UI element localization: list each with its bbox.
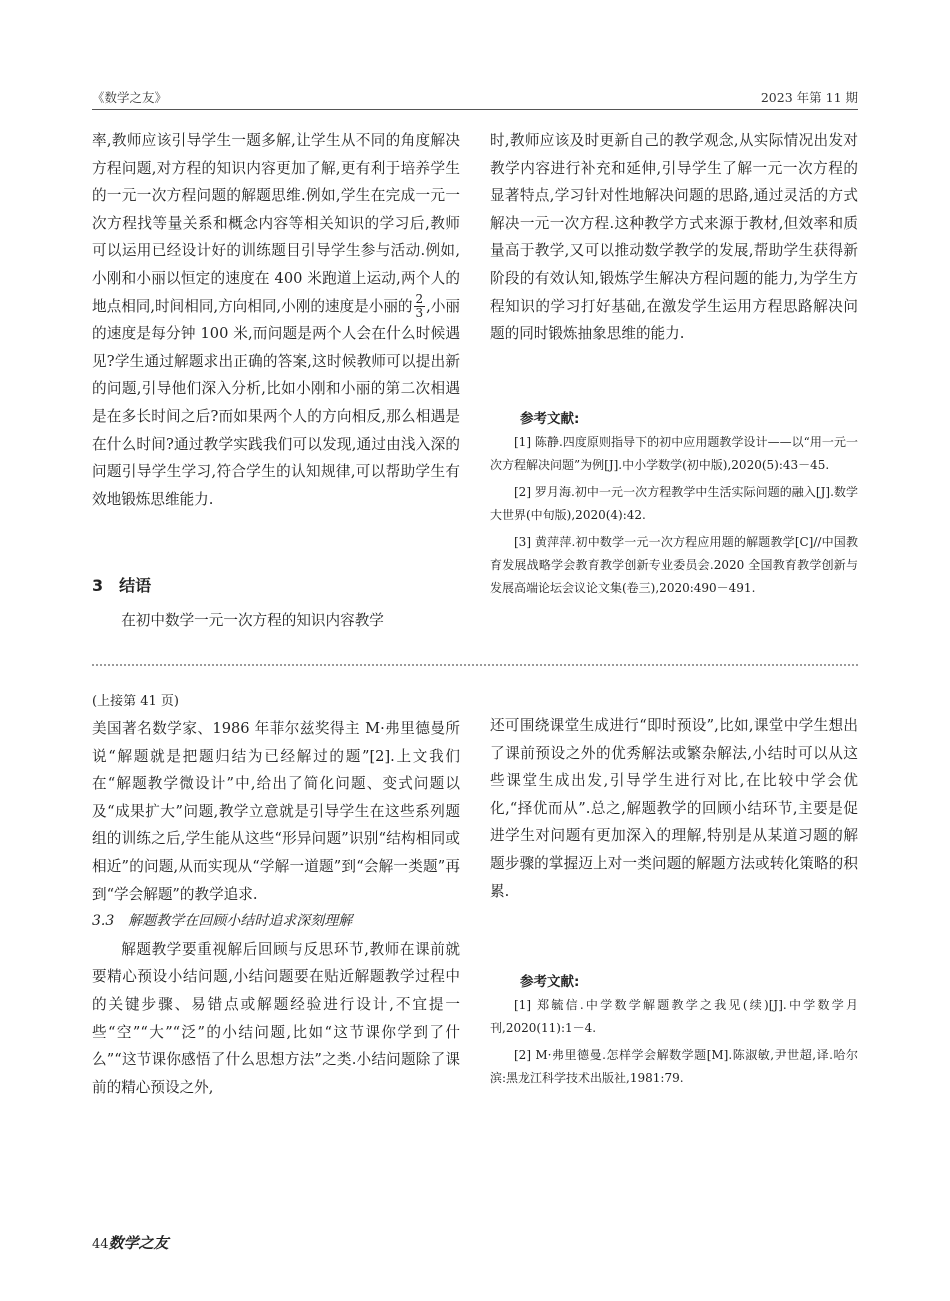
- fraction-denominator: 3: [415, 306, 424, 321]
- fraction-numerator: 2: [415, 292, 424, 307]
- subsection-title: 3.3 解题教学在回顾小结时追求深刻理解: [92, 913, 353, 930]
- bottom-references: [490, 970, 858, 1094]
- body-paragraph: 在初中数学一元一次方程的知识内容教学: [121, 612, 384, 629]
- journal-name: 《数学之友》: [92, 90, 168, 105]
- body-paragraph: [92, 127, 460, 513]
- issue-label: 2023 年第 11 期: [760, 90, 858, 105]
- reference-item: [2] M·弗里德曼.怎样学会解数学题[M].陈淑敏,尹世超,译.哈尔滨:黑龙江科学技术出版社,1981:79.: [490, 1048, 858, 1085]
- header-rule: [92, 109, 858, 110]
- body-paragraph: 美国著名数学家、1986 年菲尔兹奖得主 M·弗里德曼所说“解题就是把题归结为已经解过的题”[2].上文我们在“解题教学微设计”中,给出了简化问题、变式问题以及“成果扩大”问题,教学立意就是引导学生在这些系列题组的训练之后,学生能从这些“形异问题”识别“结构相同或相近”的问题,从而实现从“学解一道题”到“会解一类题”再到“学会解题”的教学追求.: [92, 720, 460, 903]
- body-paragraph: 时,教师应该及时更新自己的教学观念,从实际情况出发对教学内容进行补充和延伸,引导学生了解一元一次方程的显著特点,学习针对性地解决问题的思路,通过灵活的方式解决一元一次方程.这种教学方式来源于教材,但效率和质量高于教学,又可以推动数学教学的发展,帮助学生获得新阶段的有效认知,锻炼学生解决方程问题的能力,为学生方程知识的学习打好基础,在激发学生运用方程思路解决问题的同时锻炼抽象思维的能力.: [490, 132, 858, 343]
- page-footer: [92, 1232, 169, 1253]
- paragraph-text: 率,教师应该引导学生一题多解,让学生从不同的角度解决方程问题,对方程的知识内容更加了解,更有利于培养学生的一元一次方程问题的解题思维.例如,学生在完成一元一次方程找等量关系和概念内容等相关知识的学习后,教师可以运用已经设计好的训练题目引导学生参与活动.例如,小刚和小丽以恒定的速度在 400 米跑道上运动,两个人的地点相同,时间相同,方向相同,小刚的速度是小丽的: [92, 132, 460, 315]
- top-left-column: [92, 127, 460, 513]
- fraction: [414, 293, 426, 320]
- reference-item: [1] 陈静.四度原则指导下的初中应用题教学设计——以“用一元一次方程解决问题”为例[J].中小学数学(初中版),2020(5):43－45.: [490, 435, 858, 472]
- reference-item: [3] 黄萍萍.初中数学一元一次方程应用题的解题教学[C]//中国教育发展战略学会教育教学创新专业委员会.2020 全国教育教学创新与发展高端论坛会议论文集(卷三),2020:490－491.: [490, 535, 858, 595]
- continued-note: (上接第 41 页): [92, 694, 179, 709]
- section-title: 3 结语: [92, 576, 152, 595]
- top-references: [490, 407, 858, 604]
- page-number: 44: [92, 1237, 109, 1252]
- references-title: 参考文献:: [520, 411, 580, 427]
- paragraph-text: ,小丽的速度是每分钟 100 米,而问题是两个人会在什么时候遇见?学生通过解题求出正确的答案,这时候教师可以提出新的问题,引导他们深入分析,比如小刚和小丽的第二次相遇是在多长时间之后?而如果两个人的方向相反,那么相遇是在什么时间?通过教学实践我们可以发现,通过由浅入深的问题引导学生学习,符合学生的认知规律,可以帮助学生有效地锻炼思维能力.: [92, 297, 461, 508]
- reference-item: [2] 罗月海.初中一元一次方程教学中生活实际问题的融入[J].数学大世界(中旬版),2020(4):42.: [490, 485, 858, 522]
- bottom-right-column: [490, 712, 858, 905]
- top-left-column-continued: [92, 607, 460, 635]
- journal-brand: 数学之友: [108, 1234, 169, 1252]
- body-paragraph: 解题教学要重视解后回顾与反思环节,教师在课前就要精心预设小结问题,小结问题要在贴近解题教学过程中的关键步骤、易错点或解题经验进行设计,不宜提一些“空”“大”“泛”的小结问题,比如“这节课你学到了什么”“这节课你感悟了什么思想方法”之类.小结问题除了课前的精心预设之外,: [92, 940, 460, 1096]
- reference-item: [1] 郑毓信.中学数学解题教学之我见(续)[J].中学数学月刊,2020(11):1－4.: [490, 998, 858, 1035]
- article-separator: [92, 664, 858, 666]
- bottom-left-column: [92, 688, 460, 1101]
- top-right-column: [490, 127, 858, 348]
- body-paragraph: 还可围绕课堂生成进行“即时预设”,比如,课堂中学生想出了课前预设之外的优秀解法或繁杂解法,小结时可以从这些课堂生成出发,引导学生进行对比,在比较中学会优化,“择优而从”.总之,解题教学的回顾小结环节,主要是促进学生对问题有更加深入的理解,特别是从某道习题的解题步骤的掌握迈上对一类问题的解题方法或转化策略的积累.: [490, 717, 858, 900]
- references-title: 参考文献:: [520, 974, 580, 990]
